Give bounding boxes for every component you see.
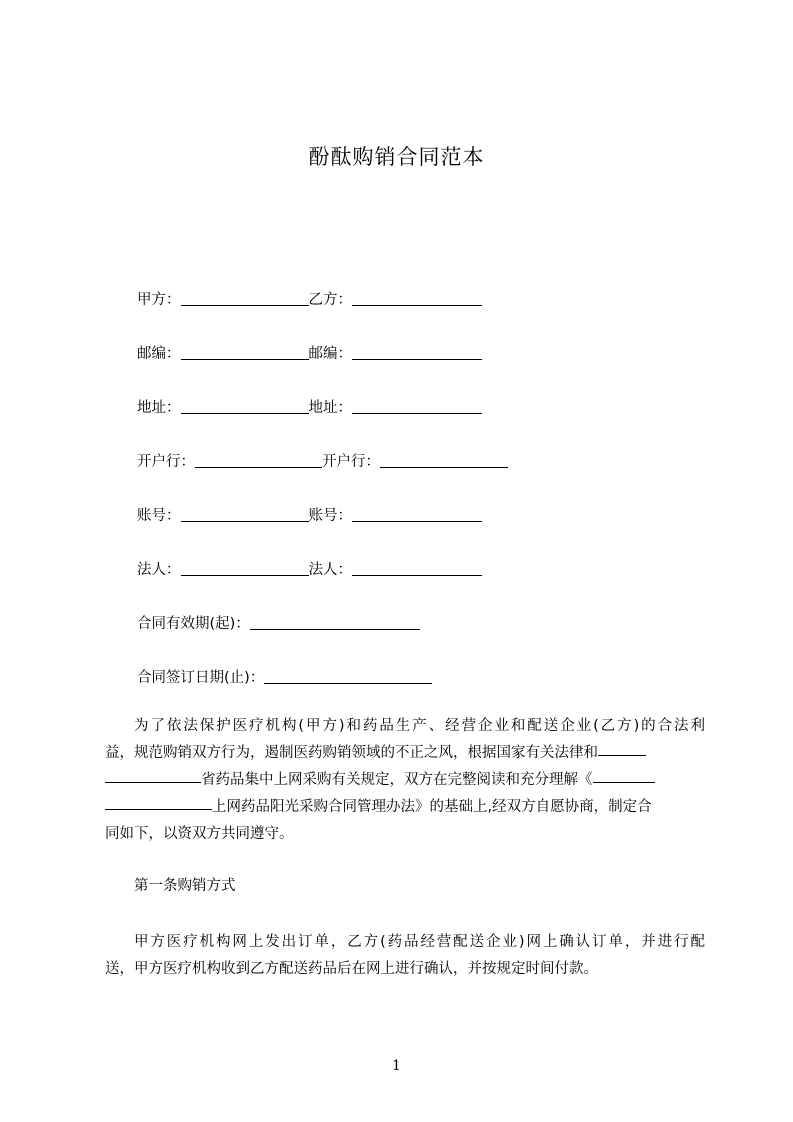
field-row-legal-person: [137, 560, 482, 580]
field-label-address-a: 地址：: [137, 400, 181, 416]
blank-signing-date[interactable]: [264, 668, 432, 684]
blank-account-b[interactable]: [352, 506, 482, 522]
blank-bank-a[interactable]: [195, 452, 322, 468]
intro-line: 为了依法保护医疗机构(甲方)和药品生产、经营企业和配送企业(乙方)的合法利: [134, 718, 705, 734]
intro-paragraph: [105, 713, 705, 848]
intro-line-text: 上网药品阳光采购合同管理办法》的基础上,经双方自愿协商，制定合: [212, 799, 652, 815]
field-row-address: [137, 398, 482, 418]
field-label-party-a: 甲方：: [137, 292, 181, 308]
blank-legal-person-a[interactable]: [181, 560, 309, 576]
field-row-validity: [137, 614, 420, 634]
document-title: 酚酞购销合同范本: [308, 145, 485, 169]
field-label-party-b: 乙方：: [308, 292, 352, 308]
article-1-line: 送，甲方医疗机构收到乙方配送药品后在网上进行确认，并按规定时间付款。: [105, 961, 598, 977]
blank-postcode-a[interactable]: [181, 344, 309, 360]
field-label-account-a: 账号：: [137, 508, 181, 524]
field-label-address-b: 地址：: [308, 400, 352, 416]
field-label-bank-a: 开户行：: [137, 454, 195, 470]
intro-line: [105, 767, 705, 794]
field-row-postcode: [137, 344, 482, 364]
field-row-account: [137, 506, 482, 526]
article-1-line: 甲方医疗机构网上发出订单，乙方(药品经营配送企业)网上确认订单，并进行配: [134, 934, 705, 950]
field-row-bank: [137, 452, 508, 472]
intro-line: [105, 794, 705, 821]
blank-party-b[interactable]: [352, 290, 482, 306]
blank-account-a[interactable]: [181, 506, 309, 522]
blank-validity[interactable]: [250, 614, 420, 630]
signing-date-label: 合同签订日期(止)：: [137, 670, 265, 686]
field-row-party: [137, 290, 482, 310]
blank-regulation[interactable]: [593, 767, 655, 783]
blank-legal-person-b[interactable]: [352, 560, 482, 576]
blank-province-cont[interactable]: [105, 767, 201, 783]
field-label-postcode-b: 邮编：: [308, 346, 352, 362]
blank-address-b[interactable]: [352, 398, 482, 414]
blank-regulation-cont[interactable]: [105, 794, 212, 810]
article-1-heading: 第一条购销方式: [134, 878, 236, 894]
field-label-postcode-a: 邮编：: [137, 346, 181, 362]
blank-address-a[interactable]: [181, 398, 309, 414]
blank-party-a[interactable]: [181, 290, 309, 306]
field-row-signing-date: [137, 668, 432, 688]
intro-line: [105, 740, 705, 767]
page-number: 1: [392, 1058, 401, 1074]
field-label-account-b: 账号：: [308, 508, 352, 524]
field-label-legal-person-b: 法人：: [308, 562, 352, 578]
intro-line-text: 益，规范购销双方行为，遏制医药购销领域的不正之风，根据国家有关法律和: [105, 745, 598, 761]
article-1-paragraph: [105, 929, 705, 983]
validity-label: 合同有效期(起)：: [137, 616, 250, 632]
intro-line: 同如下，以资双方共同遵守。: [105, 826, 294, 842]
blank-bank-b[interactable]: [380, 452, 508, 468]
field-label-bank-b: 开户行：: [322, 454, 380, 470]
field-label-legal-person-a: 法人：: [137, 562, 181, 578]
blank-province[interactable]: [598, 740, 646, 756]
intro-line-text: 省药品集中上网采购有关规定，双方在完整阅读和充分理解《: [201, 772, 593, 788]
blank-postcode-b[interactable]: [352, 344, 482, 360]
